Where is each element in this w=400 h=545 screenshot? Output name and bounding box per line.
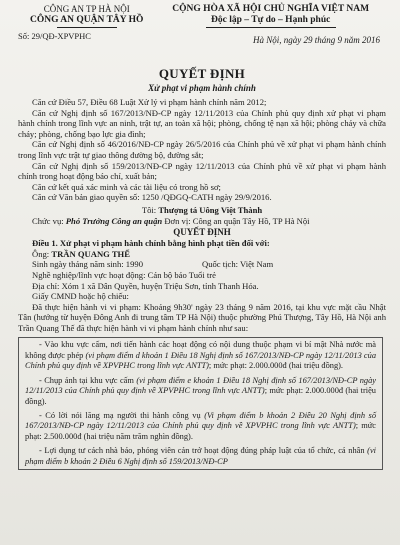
motto: Độc lập – Tự do – Hạnh phúc [211, 15, 331, 25]
document-title: QUYẾT ĐỊNH [158, 66, 246, 81]
person-name-label: Ông: [32, 248, 50, 259]
document-subtitle: Xử phạt vi phạm hành chính [148, 83, 256, 93]
violation-citation: (vi phạm điểm d khoản 1 Điều 18 Nghị định số 167/2013/NĐ-CP ngày 12/11/2013 của Chính phủ quy định về XPVPHC trong lĩnh vực ANTT) [25, 350, 377, 371]
national-motto [155, 4, 386, 46]
violation-citation: (vi phạm điểm b khoản 2 Điều 6 Nghị định số 159/2013/NĐ-CP [25, 446, 377, 466]
violation-main: - Vào khu vực cấm, nơi tiến hành các hoạt động có nội dung thuộc phạm vi bí mật Nhà nước mà không được phép [25, 340, 376, 360]
violation-fine: ; mức phạt: 2.000.000đ (hai triệu đồng). [208, 361, 344, 371]
document-date: Hà Nội, ngày 29 tháng 9 năm 2016 [253, 35, 380, 45]
position-label: Chức vụ: [32, 215, 64, 226]
violation-citation: (vi phạm điểm e khoản 1 Điều 18 Nghị định số 167/2013/NĐ-CP ngày 12/11/2013 của Chính phủ quy định về XPVPHC trong lĩnh vực ANTT) [25, 375, 377, 396]
legal-basis-item: Căn cứ Điều 57, Điều 68 Luật Xử lý vi phạm hành chính năm 2012; [32, 97, 267, 107]
legal-basis-item: Căn cứ Nghị định số 46/2016/NĐ-CP ngày 26/5/2016 của Chính phủ về xử phạt vi phạm hành chính trong lĩnh vực trật tự giao thông đường bộ, đường sắt; [18, 139, 386, 160]
signer-line [18, 205, 386, 216]
agency-name: CÔNG AN QUẬN TÂY HỒ [29, 15, 144, 25]
legal-basis-item: Căn cứ Văn bản giao quyền số: 1250 /QĐGQ-CATH ngày 29/9/2016. [32, 192, 272, 203]
legal-basis-item: Căn cứ Nghị định số 159/2013/NĐ-CP ngày 12/11/2013 của Chính phủ về xử phạt vi phạm hành chính trong hoạt động báo chí, xuất bản; [18, 160, 386, 182]
violation-item [25, 411, 376, 442]
decision-heading: QUYẾT ĐỊNH [173, 227, 231, 238]
signer-position: Phó Trưởng Công an quận [65, 215, 163, 226]
person-name-line [18, 249, 386, 260]
signer-label: Tôi: [141, 204, 157, 215]
person-birth: Sinh ngày tháng năm sinh: 1990 [32, 259, 143, 270]
legal-basis-item: Căn cứ kết quả xác minh và các tài liệu có trong hồ sơ; [32, 181, 221, 192]
violations-box [18, 337, 383, 469]
article-1: Điều 1. Xử phạt vi phạm hành chính bằng hình phạt tiền đối với: [32, 238, 270, 249]
agency-underline [57, 27, 117, 28]
legal-basis-item: Căn cứ Nghị định số 167/2013/NĐ-CP ngày 12/11/2013 của Chính phủ quy định xử phạt vi phạm hành chính trong lĩnh vực an ninh, trật tự, an toàn xã hội; phòng, chống tệ nạn xã hội; phòng cháy và chữa cháy; phòng, chống bạo lực gia đình; [18, 107, 386, 139]
person-address: Địa chỉ: Xóm 1 xã Dân Quyền, huyện Triệu Sơn, tỉnh Thanh Hóa. [32, 280, 259, 291]
motto-underline [206, 27, 336, 28]
violation-fine: ; mức phạt: 2.000.000đ (hai triệu đồng). [25, 386, 376, 406]
person-birth-row [18, 259, 386, 270]
agency-parent: CÔNG AN TP HÀ NỘI [43, 4, 130, 14]
violation-citation: (Vi phạm điểm b khoản 2 Điều 20 Nghị định số 167/2013/NĐ-CP ngày 12/11/2013 của Chính phủ quy định về XPVPHC trong lĩnh vực ANTT) [25, 410, 377, 431]
violation-main: - Lợi dụng tư cách nhà báo, phóng viên cản trở hoạt động đúng pháp luật của tổ chức, cá nhân [39, 446, 365, 456]
issuing-agency [18, 4, 155, 42]
person-occupation: Nghề nghiệp/lĩnh vực hoạt động: Cán bộ báo Tuổi trẻ [32, 269, 216, 280]
person-nationality: Quốc tịch: Việt Nam [202, 259, 274, 270]
legal-bases [18, 97, 386, 203]
country-name: CỘNG HÒA XÃ HỘI CHỦ NGHĨA VIỆT NAM [172, 4, 370, 14]
violation-main: - Chụp ảnh tại khu vực cấm [39, 375, 134, 385]
violation-item [25, 446, 376, 467]
violation-fine: ; mức phạt: 2.500.000đ (hai triệu năm trăm nghìn đồng). [25, 421, 376, 441]
person-name: TRẦN QUANG THẾ [51, 248, 130, 259]
violation-item [25, 340, 376, 371]
signer-position-line [18, 216, 386, 227]
person-id: Giấy CMND hoặc hộ chiếu: [32, 291, 129, 302]
document-header [18, 4, 386, 46]
violation-item [25, 376, 376, 407]
document-number: Số: 29/QĐ-XPVPHC [18, 31, 91, 41]
incident-description: Đã thực hiện hành vi vi phạm: Khoảng 9h30' ngày 23 tháng 9 năm 2016, tại khu vực mặt cầu Nhật Tân (hướng từ huyện Đông Anh đi trung tâm TP Hà Nội) thuộc phường Phú Thượng, Tây Hồ, Hà Nội anh Trần Quang Thế đã thực hiện hành vi vi phạm hành chính như sau: [18, 301, 386, 333]
violation-main: - Có lời nói lăng mạ người thi hành công vụ [39, 410, 201, 420]
signer-name: Thượng tá Uông Việt Thành [158, 204, 263, 215]
signer-unit: Đơn vị: Công an quận Tây Hồ, TP Hà Nội [164, 215, 310, 226]
